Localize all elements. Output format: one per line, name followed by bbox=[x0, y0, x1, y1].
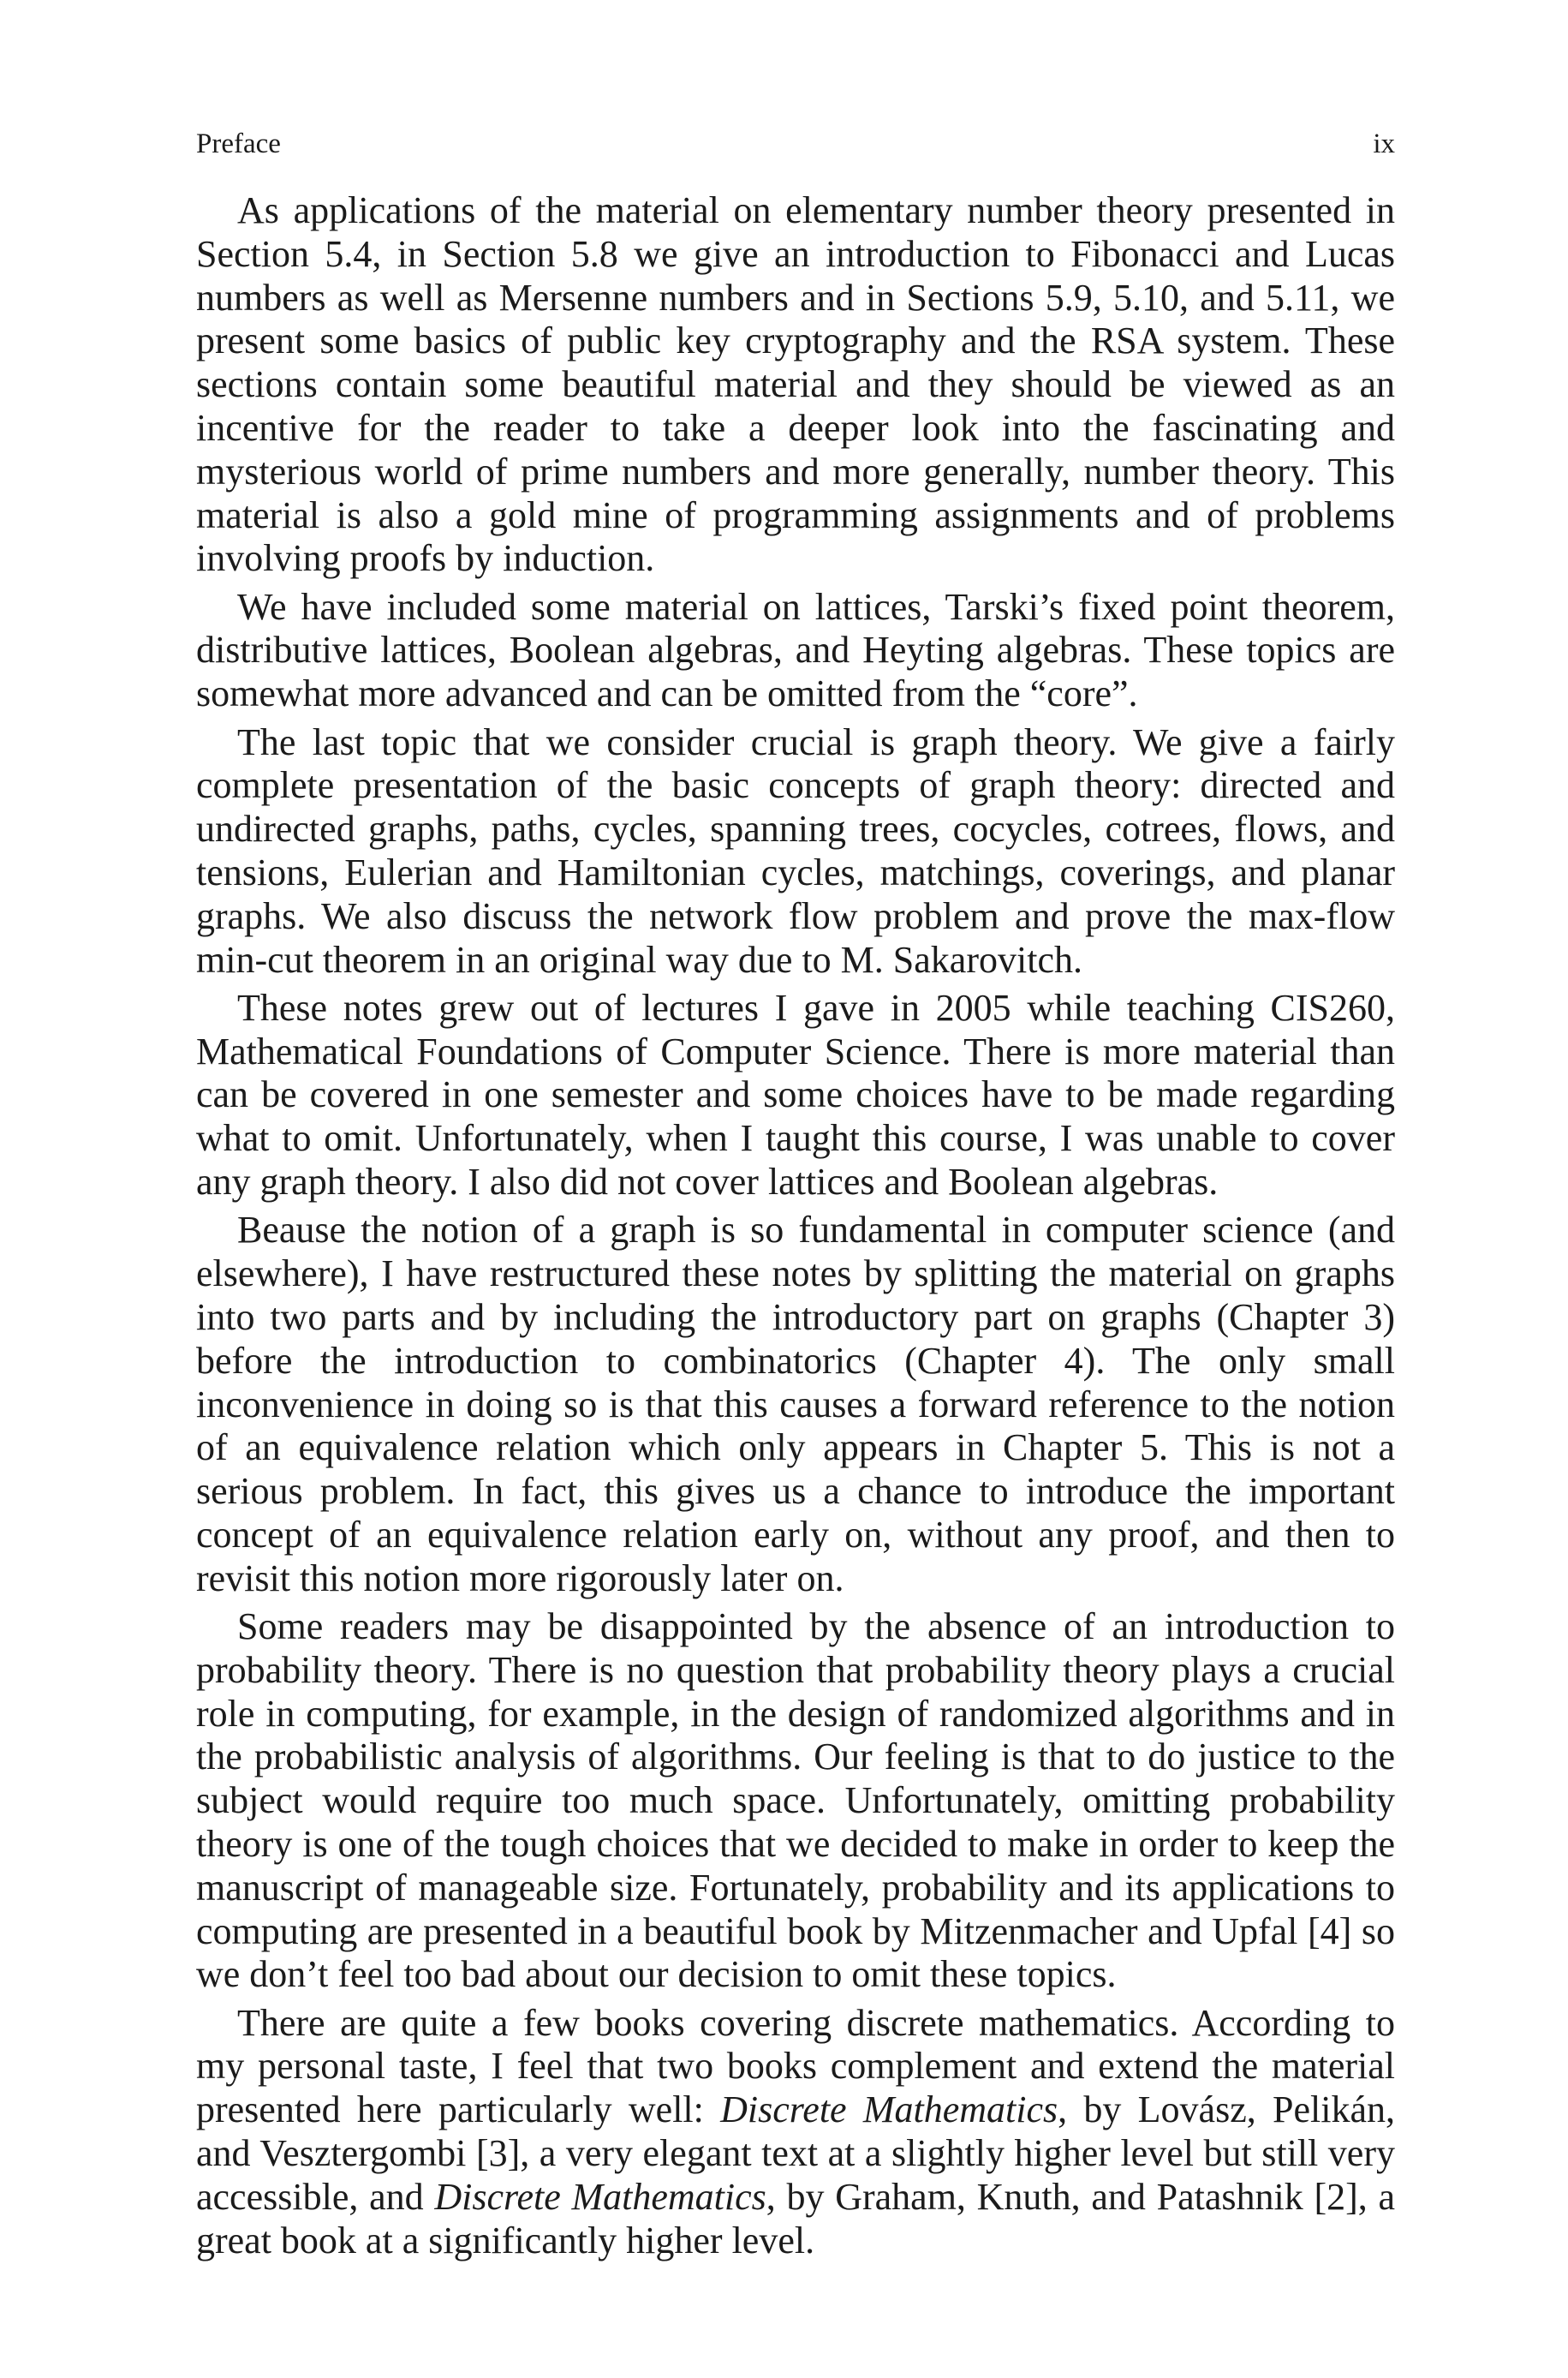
text-run: We have included some material on lattices, Tarski’s fixed point theorem, distributive lattices, Boolean algebras, and Heyting algebras. These topics are somewhat more advanced and can be omitted from the “core”. bbox=[196, 585, 1395, 715]
text-run: , by Graham, Knuth, and Patashnik [2], a great book at a significantly higher level. bbox=[196, 2175, 1395, 2261]
text-run: , by Lovász, Pelikán, and Vesztergombi [3], a very elegant text at a slightly higher level but still very accessible, and bbox=[196, 2088, 1395, 2218]
paragraph-course-origin bbox=[196, 987, 1395, 1204]
text-run: Some readers may be disappointed by the absence of an introduction to probability theory. There is no question that probability theory plays a crucial role in computing, for example, in the design of randomized algorithms and in the probabilistic analysis of algorithms. Our feeling is that to do justice to the subject would require too much space. Unfortunately, omitting probability theory is one of the tough choices that we decided to make in order to keep the manuscript of manageable size. Fortunately, probability and its applications to computing are presented in a beautiful book by Mitzenmacher and Upfal [4] so we don’t feel too bad about our decision to omit these topics. bbox=[196, 1605, 1395, 1996]
paragraph-graph-theory bbox=[196, 721, 1395, 983]
book-title-italic: Discrete Mathematics bbox=[720, 2088, 1058, 2131]
paragraph-lattices bbox=[196, 586, 1395, 716]
book-title-italic: Discrete Mathematics bbox=[434, 2175, 766, 2218]
paragraph-other-books bbox=[196, 2002, 1395, 2263]
paragraph-probability bbox=[196, 1605, 1395, 1997]
text-run: The last topic that we consider crucial is graph theory. We give a fairly complete presentation of the basic concepts of graph theory: directed and undirected graphs, paths, cycles, spanning trees, cocycles, cotrees, flows, and tensions, Eulerian and Hamiltonian cycles, matchings, coverings, and planar graphs. We also discuss the network flow problem and prove the max-flow min-cut theorem in an original way due to M. Sakarovitch. bbox=[196, 720, 1395, 981]
text-run: These notes grew out of lectures I gave in 2005 while teaching CIS260, Mathematical Foundations of Computer Science. There is more material than can be covered in one semester and some choices have to be made regarding what to omit. Unfortunately, when I taught this course, I was unable to cover any graph theory. I also did not cover lattices and Boolean algebras. bbox=[196, 986, 1395, 1204]
page-number: ix bbox=[1373, 128, 1395, 159]
paragraph-number-theory-applications bbox=[196, 189, 1395, 581]
text-run: There are quite a few books covering discrete mathematics. According to my personal taste, I feel that two books complement and extend the material presented here particularly well: bbox=[196, 2001, 1395, 2131]
text-run: As applications of the material on elementary number theory presented in Section 5.4, in Section 5.8 we give an introduction to Fibonacci and Lucas numbers as well as Mersenne numbers and in Sections 5.9, 5.10, and 5.11, we present some basics of public key cryptography and the RSA system. These sections contain some beautiful material and they should be viewed as an incentive for the reader to take a deeper look into the fascinating and mysterious world of prime numbers and more generally, number theory. This material is also a gold mine of programming assignments and of problems involving proofs by induction. bbox=[196, 189, 1395, 580]
text-run: Beause the notion of a graph is so fundamental in computer science (and elsewhere), I have restructured these notes by splitting the material on graphs into two parts and by including the introductory part on graphs (Chapter 3) before the introduction to combinatorics (Chapter 4). The only small inconvenience in doing so is that this causes a forward reference to the notion of an equivalence relation which only appears in Chapter 5. This is not a serious problem. In fact, this gives us a chance to introduce the important concept of an equivalence relation early on, without any proof, and then to revisit this notion more rigorously later on. bbox=[196, 1209, 1395, 1599]
running-title: Preface bbox=[196, 128, 281, 159]
preface-body bbox=[196, 189, 1395, 2267]
paragraph-restructuring bbox=[196, 1209, 1395, 1600]
